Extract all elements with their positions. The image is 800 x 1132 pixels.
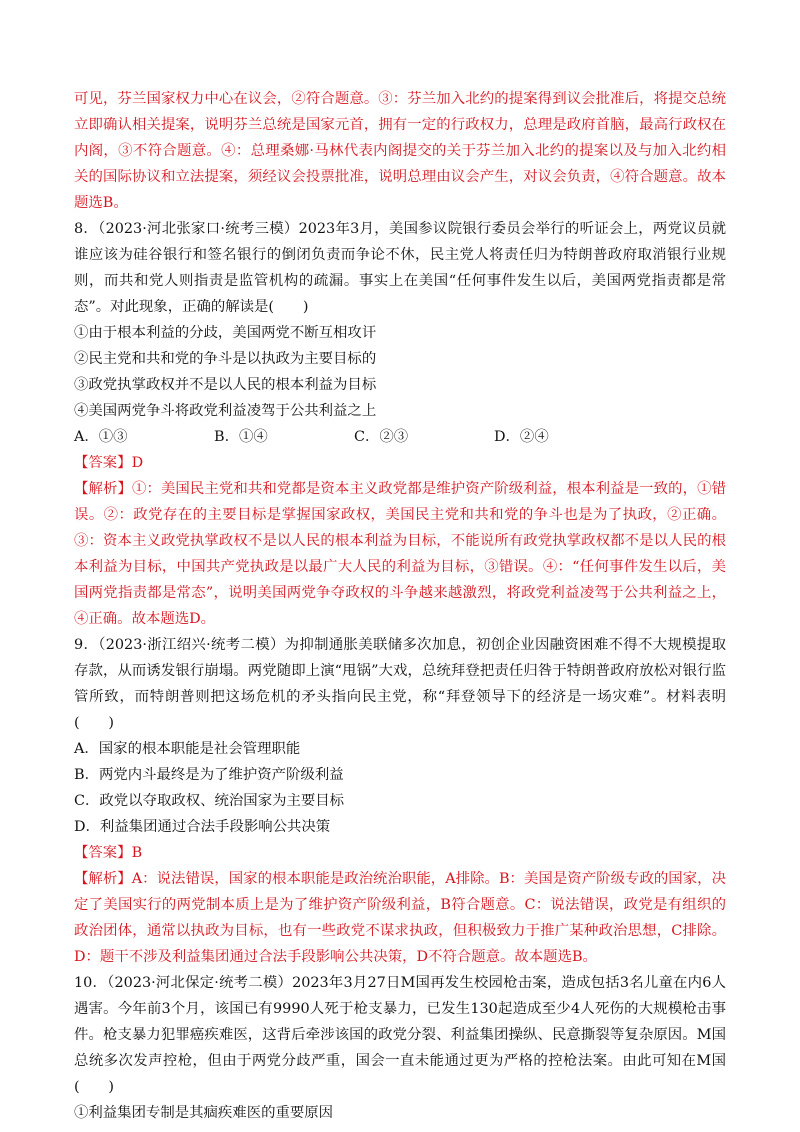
- q9-stem: 9．（2023·浙江绍兴·统考二模）为抑制通胀美联储多次加息，初创企业因融资困难不得不大规模提取存款，从而诱发银行崩塌。两党随即上演“甩锅”大戏，总统拜登把责任归咎于特朗普政府放松对银行监管所致，而特朗普则把这场危机的矛头指向民主党，称“拜登领导下的经济是一场灾难”。材料表明( ): [74, 637, 726, 731]
- q8-options: [74, 424, 726, 450]
- q8-option-a: A．①③: [74, 429, 128, 445]
- q9-answer: 【答案】B: [74, 845, 143, 861]
- q8-option-b: B．①④: [214, 429, 268, 445]
- q10-stem: 10．（2023·河北保定·统考二模）2023年3月27日M国再发生校园枪击案，造成包括3名儿童在内6人遇害。今年前3个月，该国已有9990人死于枪支暴力，已发生130起造成至少4人死伤的大规模枪击事件。枪支暴力犯罪癌疾难医，这背后牵涉该国的政党分裂、利益集团操纵、民意撕裂等复杂原因。M国总统多次发声控枪，但由于两党分歧严重，国会一直未能通过更为严格的控枪法案。由此可知在M国( ): [74, 975, 726, 1095]
- q8-item-4: ④美国两党争斗将政党利益凌驾于公共利益之上: [74, 403, 377, 419]
- previous-analysis: 可见，芬兰国家权力中心在议会，②符合题意。③：芬兰加入北约的提案得到议会批准后，将提交总统立即确认相关提案，说明芬兰总统是国家元首，拥有一定的行政权力，总理是政府首脑，最高行政权在内阁，③不符合题意。④：总理桑娜·马林代表内阁提交的关于芬兰加入北约的提案以及与加入北约相关的国际协议和立法提案，须经议会投票批准，说明总理由议会产生，对议会负责，④符合题意。故本题选B。: [74, 91, 726, 211]
- q10-item-1: ①利益集团专制是其痼疾难医的重要原因: [74, 1105, 334, 1121]
- q8-stem: 8．（2023·河北张家口·统考三模）2023年3月，美国参议院银行委员会举行的听证会上，两党议员就谁应该为硅谷银行和签名银行的倒闭负责而争论不休，民主党人将责任归为特朗普政府取消银行业规则，而共和党人则指责是监管机构的疏漏。事实上在美国“任何事件发生以后，美国两党指责都是常态”。对此现象，正确的解读是( ): [74, 221, 726, 315]
- q9-option-b: B．两党内斗最终是为了维护资产阶级利益: [74, 767, 344, 783]
- q8-option-c: C．②③: [354, 429, 409, 445]
- q9-option-a: A．国家的根本职能是社会管理职能: [74, 741, 301, 757]
- q8-answer: 【答案】D: [74, 455, 144, 471]
- q8-item-1: ①由于根本利益的分歧，美国两党不断互相攻讦: [74, 325, 377, 341]
- q9-option-d: D．利益集团通过合法手段影响公共决策: [74, 819, 331, 835]
- q9-option-c: C．政党以夺取政权、统治国家为主要目标: [74, 793, 345, 809]
- q9-analysis: 【解析】A：说法错误，国家的根本职能是政治统治职能，A排除。B：美国是资产阶级专政的国家，决定了美国实行的两党制本质上是为了维护资产阶级利益，B符合题意。C：说法错误，政党是有组织的政治团体，通常以执政为目标，也有一些政党不谋求执政，但积极致力于推广某种政治思想，C排除。D：题干不涉及利益集团通过合法手段影响公共决策，D不符合题意。故本题选B。: [74, 871, 726, 965]
- q8-item-3: ③政党执掌政权并不是以人民的根本利益为目标: [74, 377, 377, 393]
- q8-option-d: D．②④: [494, 429, 549, 445]
- q8-analysis: 【解析】①：美国民主党和共和党都是资本主义政党都是维护资产阶级利益，根本利益是一致的，①错误。②：政党存在的主要目标是掌握国家政权，美国民主党和共和党的争斗也是为了执政，②正确。③：资本主义政党执掌政权不是以人民的根本利益为目标，不能说所有政党执掌政权都不是以人民的根本利益为目标，中国共产党执政是以最广大人民的利益为目标，③错误。④：“任何事件发生以后，美国两党指责都是常态”，说明美国两党争夺政权的斗争越来越激烈，将政党利益凌驾于公共利益之上，④正确。故本题选D。: [74, 481, 726, 627]
- q8-item-2: ②民主党和共和党的争斗是以执政为主要目标的: [74, 351, 377, 367]
- document-content: [74, 86, 726, 1126]
